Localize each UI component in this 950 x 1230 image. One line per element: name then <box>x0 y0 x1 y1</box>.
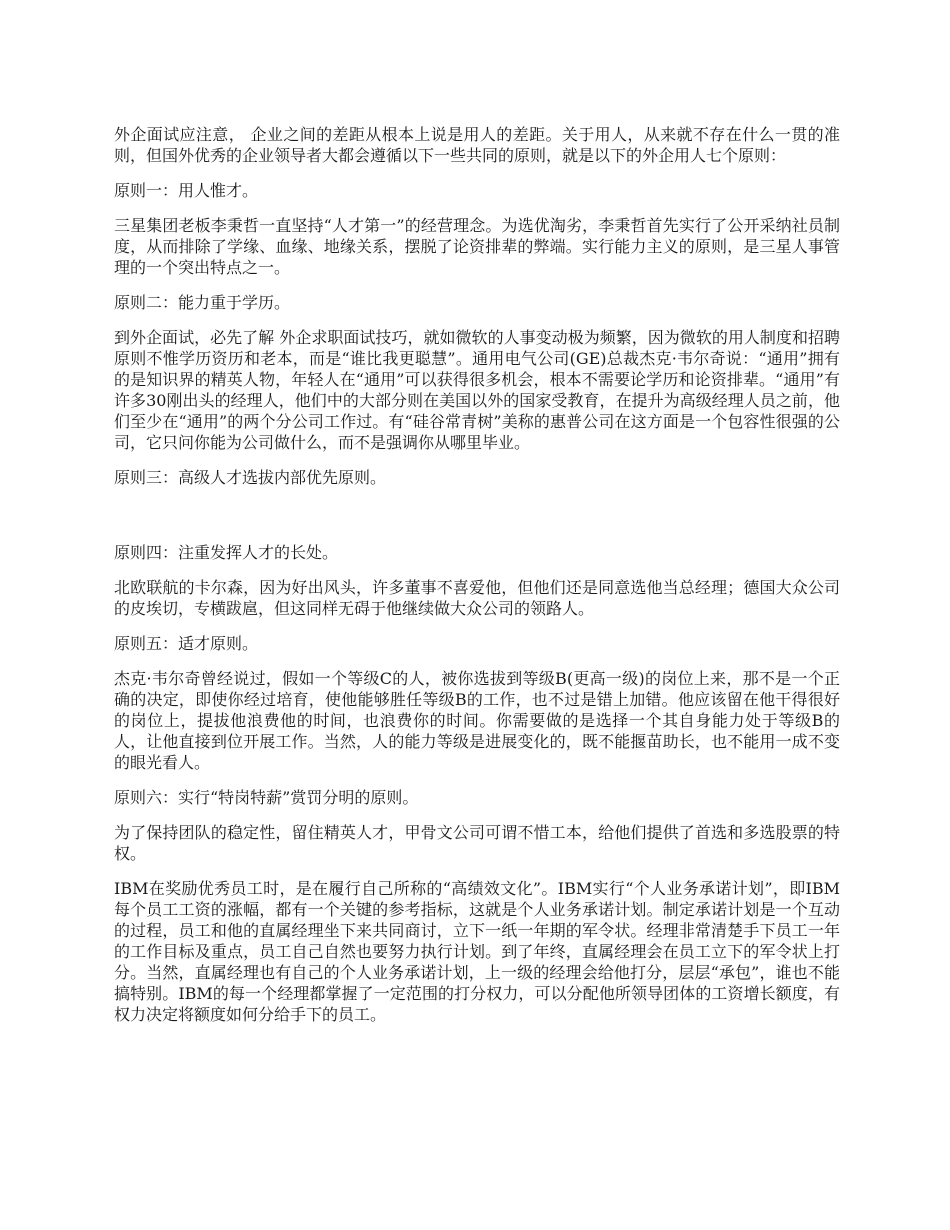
blank-spacer <box>114 502 840 542</box>
principle-6-text-2: IBM在奖励优秀员工时，是在履行自己所称的“高绩效文化”。IBM实行“个人业务承诺计划”，即IBM每个员工工资的涨幅，都有一个关键的参考指标，这就是个人业务承诺计划。制定承诺计划是一个互动的过程，员工和他的直属经理坐下来共同商讨，立下一纸一年期的军令状。经理非常清楚手下员工一年的工作目标及重点，员工自己自然也要努力执行计划。到了年终，直属经理会在员工立下的军令状上打分。当然，直属经理也有自己的个人业务承诺计划，上一级的经理会给他打分，层层“承包”，谁也不能搞特别。IBM的每一个经理都掌握了一定范围的打分权力，可以分配他所领导团体的工资增长额度，有权力决定将额度如何分给手下的员工。 <box>114 879 840 1024</box>
document-body <box>114 124 840 1039</box>
intro-paragraph: 外企面试应注意， 企业之间的差距从根本上说是用人的差距。关于用人，从来就不存在什么一贯的准则，但国外优秀的企业领导者大都会遵循以下一些共同的原则，就是以下的外企用人七个原则： <box>114 125 840 165</box>
principle-6-heading: 原则六：实行“特岗特薪”赏罚分明的原则。 <box>114 788 419 807</box>
principle-5-text: 杰克·韦尔奇曾经说过，假如一个等级C的人，被你选拔到等级B(更高一级)的岗位上来，那不是一个正确的决定，即使你经过培育，使他能够胜任等级B的工作，也不过是错上加错。他应该留在他干得很好的岗位上，提拔他浪费他的时间，也浪费你的时间。你需要做的是选择一个其自身能力处于等级B的人，让他直接到位开展工作。当然，人的能力等级是进展变化的，既不能揠苗助长，也不能用一成不变的眼光看人。 <box>114 669 840 772</box>
principle-3-heading: 原则三：高级人才选拔内部优先原则。 <box>114 468 387 487</box>
principle-1-text: 三星集团老板李秉哲一直坚持“人才第一”的经营理念。为选优淘劣，李秉哲首先实行了公开采纳社员制度，从而排除了学缘、血缘、地缘关系，摆脱了论资排辈的弊端。实行能力主义的原则，是三星人事管理的一个突出特点之一。 <box>114 216 840 277</box>
principle-1-heading: 原则一：用人惟才。 <box>114 181 259 200</box>
principle-5-heading: 原则五：适才原则。 <box>114 634 259 653</box>
principle-4-text: 北欧联航的卡尔森，因为好出风头，许多董事不喜爱他，但他们还是同意选他当总经理；德国大众公司的皮埃切，专横跋扈，但这同样无碍于他继续做大众公司的领路人。 <box>114 578 840 618</box>
principle-2-heading: 原则二：能力重于学历。 <box>114 293 291 312</box>
principle-4-heading: 原则四：注重发挥人才的长处。 <box>114 543 339 562</box>
principle-2-text: 到外企面试，必先了解 外企求职面试技巧，就如微软的人事变动极为频繁，因为微软的用人制度和招聘原则不惟学历资历和老本，而是“谁比我更聪慧”。通用电气公司(GE)总裁杰克·韦尔奇说：“通用”拥有的是知识界的精英人物，年轻人在“通用”可以获得很多机会，根本不需要论学历和论资排辈。“通用”有许多30刚出头的经理人，他们中的大部分则在美国以外的国家受教育，在提升为高级经理人员之前，他们至少在“通用”的两个分公司工作过。有“硅谷常青树”美称的惠普公司在这方面是一个包容性很强的公司，它只问你能为公司做什么，而不是强调你从哪里毕业。 <box>114 328 840 452</box>
principle-6-text-1: 为了保持团队的稳定性，留住精英人才，甲骨文公司可谓不惜工本，给他们提供了首选和多选股票的特权。 <box>114 823 840 863</box>
